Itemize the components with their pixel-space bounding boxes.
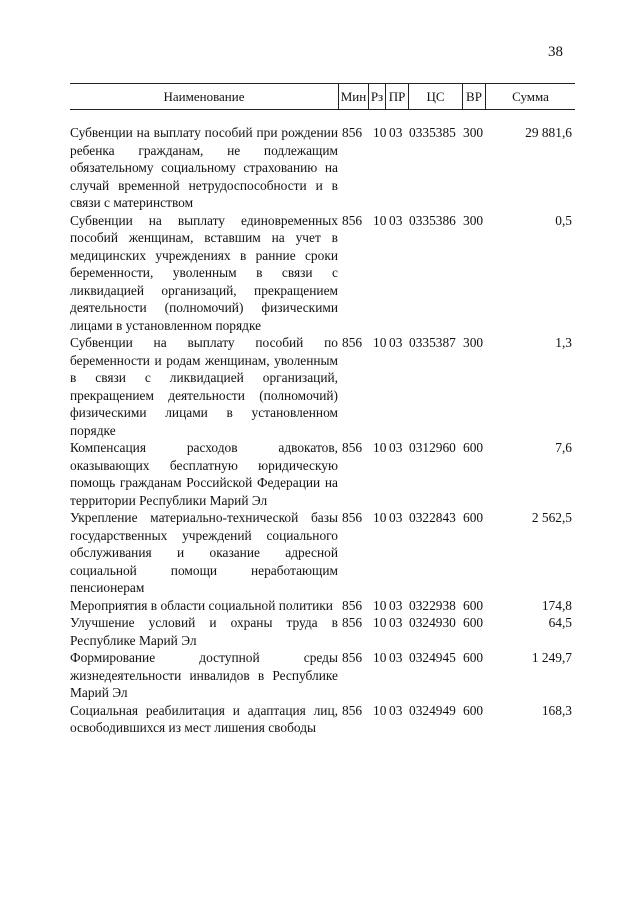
row-rz: 10 (373, 597, 387, 613)
table-row (70, 124, 580, 212)
row-pr: 03 (389, 440, 403, 455)
row-vr: 600 (463, 510, 484, 525)
row-rz: 10 (373, 615, 387, 630)
header-cs: ЦС (426, 89, 445, 104)
row-vr: 600 (463, 702, 484, 718)
row-sum: 174,8 (541, 597, 572, 613)
row-name: Субвенции на выплату единовременных пособий женщинам, вставшим на учет в медицинских учреждениях в ранние сроки беременности, уволенным в связи с ликвидацией организаций, прекращением деятельности (полномочий) физическими лицами в установленном порядке (70, 212, 338, 333)
row-rz: 10 (373, 702, 387, 718)
header-rz: Рз (370, 89, 384, 104)
row-cs: 0324945 (409, 650, 456, 665)
row-sum: 29 881,6 (525, 125, 572, 140)
row-cs: 0312960 (409, 440, 456, 455)
row-name: Укрепление материально-технической базы государственных учреждений социального обслуживания и оказание адресной социальной помощи неработающим пенсионерам (70, 510, 338, 595)
row-sum: 168,3 (541, 702, 572, 718)
row-sum: 7,6 (555, 440, 572, 455)
row-min: 856 (342, 510, 363, 525)
row-pr: 03 (389, 335, 403, 350)
row-name: Мероприятия в области социальной политики (70, 597, 333, 613)
row-cs: 0324949 (409, 702, 456, 718)
row-vr: 600 (463, 440, 484, 455)
header-sum: Сумма (512, 89, 549, 104)
row-pr: 03 (389, 510, 403, 525)
row-pr: 03 (389, 212, 403, 228)
header-vr: ВР (466, 89, 482, 104)
row-rz: 10 (373, 440, 387, 455)
row-name: Улучшение условий и охраны труда в Республике Марий Эл (70, 615, 338, 648)
row-name: Компенсация расходов адвокатов, оказывающих бесплатную юридическую помощь гражданам Российской Федерации на территории Республики Марий Эл (70, 440, 338, 508)
row-cs: 0322843 (409, 510, 456, 525)
row-rz: 10 (373, 335, 387, 350)
row-min: 856 (342, 212, 363, 228)
row-pr: 03 (389, 702, 403, 718)
table-row (70, 212, 580, 335)
header-name: Наименование (163, 89, 245, 104)
row-vr: 600 (463, 650, 484, 665)
row-cs: 0335385 (409, 125, 456, 140)
row-name: Формирование доступной среды жизнедеятельности инвалидов в Республике Марий Эл (70, 650, 338, 700)
row-sum: 64,5 (548, 615, 572, 630)
row-sum: 0,5 (555, 212, 572, 228)
row-min: 856 (342, 440, 363, 455)
row-vr: 300 (463, 335, 484, 350)
row-name: Субвенции на выплату пособий по беременности и родам женщинам, уволенным в связи с ликвидацией организаций, прекращением деятельности (полномочий) физическими лицами в установленном порядке (70, 335, 338, 438)
row-rz: 10 (373, 212, 387, 228)
table-row (70, 334, 580, 439)
table-row (70, 614, 580, 649)
row-cs: 0322938 (409, 597, 456, 613)
budget-table-body (70, 124, 580, 737)
row-name: Субвенции на выплату пособий при рождении ребенка гражданам, не подлежащим обязательному социальному страхованию на случай временной нетрудоспособности и в связи с материнством (70, 125, 338, 210)
row-pr: 03 (389, 597, 403, 613)
page-number: 38 (548, 44, 563, 60)
row-min: 856 (342, 650, 363, 665)
row-vr: 600 (463, 615, 484, 630)
row-min: 856 (342, 125, 363, 140)
table-header (70, 83, 575, 110)
row-pr: 03 (389, 125, 403, 140)
row-sum: 1,3 (555, 335, 572, 350)
row-min: 856 (342, 597, 363, 613)
table-row (70, 509, 580, 597)
table-row (70, 597, 580, 615)
row-vr: 600 (463, 597, 484, 613)
row-min: 856 (342, 615, 363, 630)
row-name: Социальная реабилитация и адаптация лиц, освободившихся из мест лишения свободы (70, 702, 338, 735)
row-rz: 10 (373, 125, 387, 140)
header-min: Мин (340, 89, 367, 104)
header-pr: ПР (388, 89, 406, 104)
row-vr: 300 (463, 212, 484, 228)
table-row (70, 439, 580, 509)
row-sum: 2 562,5 (531, 510, 572, 525)
row-min: 856 (342, 335, 363, 350)
row-min: 856 (342, 702, 363, 718)
row-pr: 03 (389, 650, 403, 665)
row-pr: 03 (389, 615, 403, 630)
row-cs: 0324930 (409, 615, 456, 630)
row-sum: 1 249,7 (531, 650, 572, 665)
row-rz: 10 (373, 650, 387, 665)
table-row (70, 702, 580, 737)
row-cs: 0335386 (409, 212, 456, 228)
row-vr: 300 (463, 125, 484, 140)
row-cs: 0335387 (409, 335, 456, 350)
table-row (70, 649, 580, 702)
row-rz: 10 (373, 510, 387, 525)
